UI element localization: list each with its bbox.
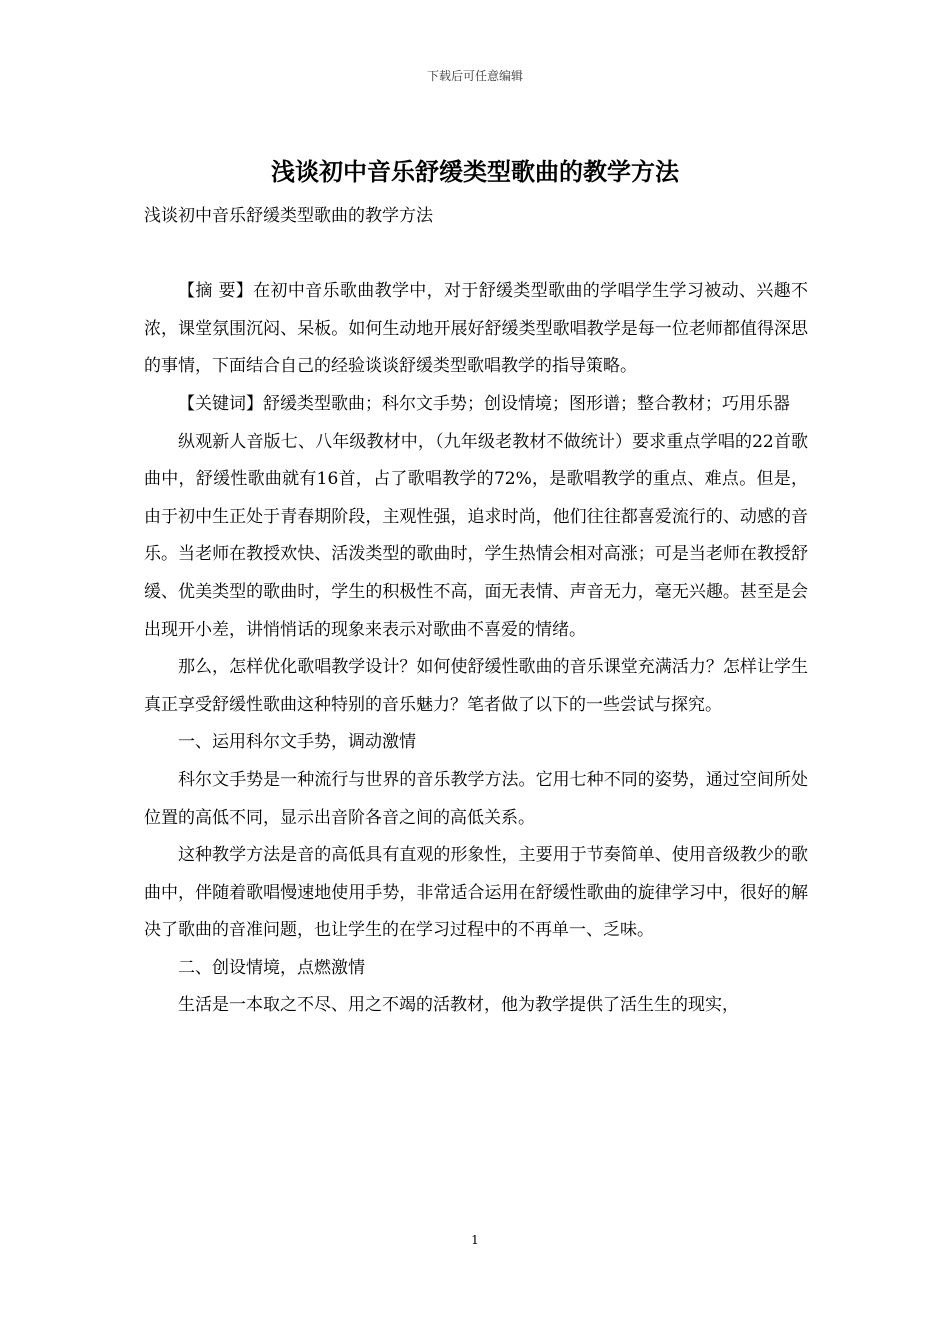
blank-line: [144, 236, 808, 274]
document-body: [144, 198, 808, 1025]
section-1-paragraph-2: 这种教学方法是音的高低具有直观的形象性，主要用于节奏简单、使用音级教少的歌曲中，伴随着歌唱慢速地使用手势，非常适合运用在舒缓性歌曲的旋律学习中，很好的解决了歌曲的音准问题，也让学生的在学习过程中的不再单一、乏味。: [144, 845, 808, 941]
page-number: 1: [471, 1233, 479, 1247]
section-heading-1: 一、运用科尔文手势，调动激情: [178, 732, 416, 753]
section-heading-2: 二、创设情境，点燃激情: [178, 957, 365, 978]
document-subtitle: 浅谈初中音乐舒缓类型歌曲的教学方法: [144, 206, 433, 226]
section-2-paragraph-1: 生活是一本取之不尽、用之不竭的活教材，他为教学提供了活生生的现实，: [178, 995, 739, 1016]
document-title: 浅谈初中音乐舒缓类型歌曲的教学方法: [271, 158, 679, 186]
page-header-note: 下载后可任意编辑: [426, 69, 523, 83]
section-1-paragraph-1: 科尔文手势是一种流行与世界的音乐教学方法。它用七种不同的姿势，通过空间所处位置的高低不同，显示出音阶各音之间的高低关系。: [144, 769, 808, 828]
question-paragraph: 那么，怎样优化歌唱教学设计？如何使舒缓性歌曲的音乐课堂充满活力？怎样让学生真正享受舒缓性歌曲这种特别的音乐魅力？笔者做了以下的一些尝试与探究。: [144, 657, 808, 715]
abstract-paragraph: 【摘 要】在初中音乐歌曲教学中，对于舒缓类型歌曲的学唱学生学习被动、兴趣不浓，课堂氛围沉闷、呆板。如何生动地开展好舒缓类型歌唱教学是每一位老师都值得深思的事情，下面结合自己的经验谈谈舒缓类型歌唱教学的指导策略。: [144, 281, 808, 377]
keywords-paragraph: 【关键词】舒缓类型歌曲；科尔文手势；创设情境；图形谱；整合教材；巧用乐器: [178, 393, 790, 414]
intro-paragraph: 纵观新人音版七、八年级教材中，（九年级老教材不做统计）要求重点学唱的22首歌曲中，舒缓性歌曲就有16首，占了歌唱教学的72%，是歌唱教学的重点、难点。但是，由于初中生正处于青春期阶段，主观性强，追求时尚，他们往往都喜爱流行的、动感的音乐。当老师在教授欢快、活泼类型的歌曲时，学生热情会相对高涨；可是当老师在教授舒缓、优美类型的歌曲时，学生的积极性不高，面无表情、声音无力，毫无兴趣。甚至是会出现开小差，讲悄悄话的现象来表示对歌曲不喜爱的情绪。: [144, 431, 808, 640]
